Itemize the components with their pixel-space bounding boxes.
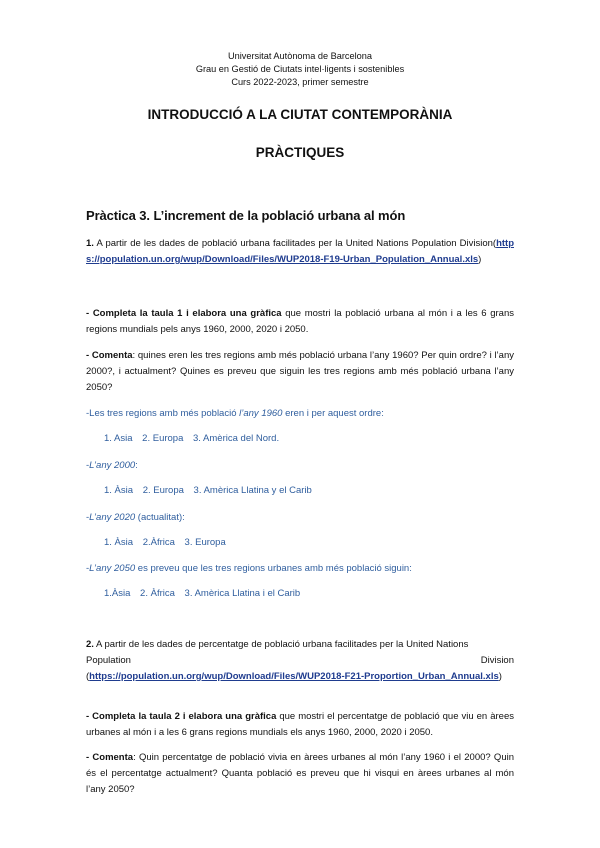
- answer-1960-heading: [86, 407, 384, 421]
- answer-2020-post: (actualitat):: [135, 512, 185, 523]
- question-2-number: 2.: [86, 639, 94, 650]
- question-2-comment-label: - Comenta: [86, 752, 134, 763]
- answer-2000-heading: [86, 459, 138, 473]
- list-item: 3. Amèrica Llatina i el Carib: [184, 588, 301, 599]
- list-item: 1. Asia: [104, 433, 133, 444]
- course-title: INTRODUCCIÓ A LA CIUTAT CONTEMPORÀNIA: [147, 107, 453, 122]
- question-2-comment-text: : Quin percentatge de població vivia en àrees urbanes al món l’any 1960 i el 2000? Quin és el percentatge actualment? Quanta població es preveu que hi visqui en àrees urbanes al món l’any 2050?: [86, 752, 514, 795]
- question-2-close-paren: ): [498, 671, 502, 682]
- answer-2000-pre: -: [86, 460, 90, 471]
- answer-2050-list: [104, 587, 307, 601]
- answer-2050-pre: -: [86, 563, 90, 574]
- question-2-link[interactable]: https://population.un.org/wup/Download/Files/WUP2018-F21-Proportion_Urban_Annual.xls: [89, 671, 499, 682]
- answer-2000-year: L’any 2000: [89, 460, 136, 471]
- list-item: 3. Amèrica del Nord.: [193, 433, 280, 444]
- section-title: PRÀCTIQUES: [255, 145, 345, 160]
- answer-1960-list: [104, 432, 286, 446]
- question-1-comment: [86, 348, 514, 396]
- list-item: 1.Àsia: [104, 588, 131, 599]
- list-item: 1. Àsia: [104, 537, 134, 548]
- answer-2020-year: L’any 2020: [89, 512, 136, 523]
- answer-2050-heading: [86, 562, 412, 576]
- question-2-comment: [86, 750, 514, 798]
- answer-2020-heading: [86, 511, 185, 525]
- list-item: 2.Àfrica: [142, 537, 175, 548]
- answer-2020-pre: -: [86, 512, 90, 523]
- list-item: 3. Europa: [184, 537, 226, 548]
- question-2-open-paren: (: [86, 671, 90, 682]
- question-1-task-text: que mostri la població urbana al món i a les 6 grans regions mundials pels anys 1960, 2000, 2020 i 2050.: [86, 308, 514, 335]
- list-item: 1. Àsia: [104, 485, 134, 496]
- answer-1960-pre: -Les tres regions amb més població: [86, 408, 240, 419]
- question-1-link[interactable]: https://population.un.org/wup/Download/Files/WUP2018-F19-Urban_Population_Annual.xls: [86, 238, 514, 265]
- question-1-comment-label: - Comenta: [86, 350, 133, 361]
- answer-2050-post: es preveu que les tres regions urbanes amb més població siguin:: [135, 563, 412, 574]
- question-2-task: [86, 709, 514, 741]
- answer-2000-post: :: [135, 460, 138, 471]
- question-1-comment-text: : quines eren les tres regions amb més població urbana l’any 1960? Per quin ordre? i l’any 2000?, i actualment? Quines es preveu que siguin les tres regions amb més població urbana l’any 2050?: [86, 350, 514, 393]
- question-1-task: [86, 306, 514, 338]
- answer-2020-list: [104, 536, 233, 550]
- question-2-division: Division: [480, 655, 514, 666]
- question-2-text: A partir de les dades de percentatge de població urbana facilitades per la United Nations: [93, 639, 469, 650]
- question-1-text: A partir de les dades de població urbana facilitades per la United Nations Population Division(: [93, 238, 497, 249]
- answer-1960-post: eren i per aquest ordre:: [282, 408, 384, 419]
- question-2-population: Population: [86, 655, 131, 666]
- question-2: [86, 637, 514, 685]
- degree-name: Grau en Gestió de Ciutats intel·ligents i sostenibles: [195, 64, 405, 74]
- answer-1960-year: l’any 1960: [239, 408, 283, 419]
- list-item: 3. Amèrica Llatina y el Carib: [193, 485, 312, 496]
- document-header: [0, 50, 600, 89]
- question-2-task-text: que mostri el percentatge de població que viu en àrees urbanes al món i a les 6 grans regions mundials els anys 1960, 2000, 2020 i 2050.: [86, 711, 514, 738]
- practica-title: Pràctica 3. L’increment de la població urbana al món: [86, 208, 406, 223]
- question-2-task-label: - Completa la taula 2 i elabora una gràfica: [86, 711, 277, 722]
- question-1-number: 1.: [86, 238, 94, 249]
- list-item: 2. Àfrica: [140, 588, 175, 599]
- university-name: Universitat Autònoma de Barcelona: [227, 51, 373, 61]
- answer-2000-list: [104, 484, 319, 498]
- answer-2050-year: L’any 2050: [89, 563, 136, 574]
- list-item: 2. Europa: [142, 433, 184, 444]
- question-1: [86, 236, 514, 268]
- question-1-task-label: - Completa la taula 1 i elabora una gràfica: [86, 308, 282, 319]
- list-item: 2. Europa: [142, 485, 184, 496]
- question-1-close-paren: ): [478, 254, 482, 265]
- course-term: Curs 2022-2023, primer semestre: [231, 77, 369, 87]
